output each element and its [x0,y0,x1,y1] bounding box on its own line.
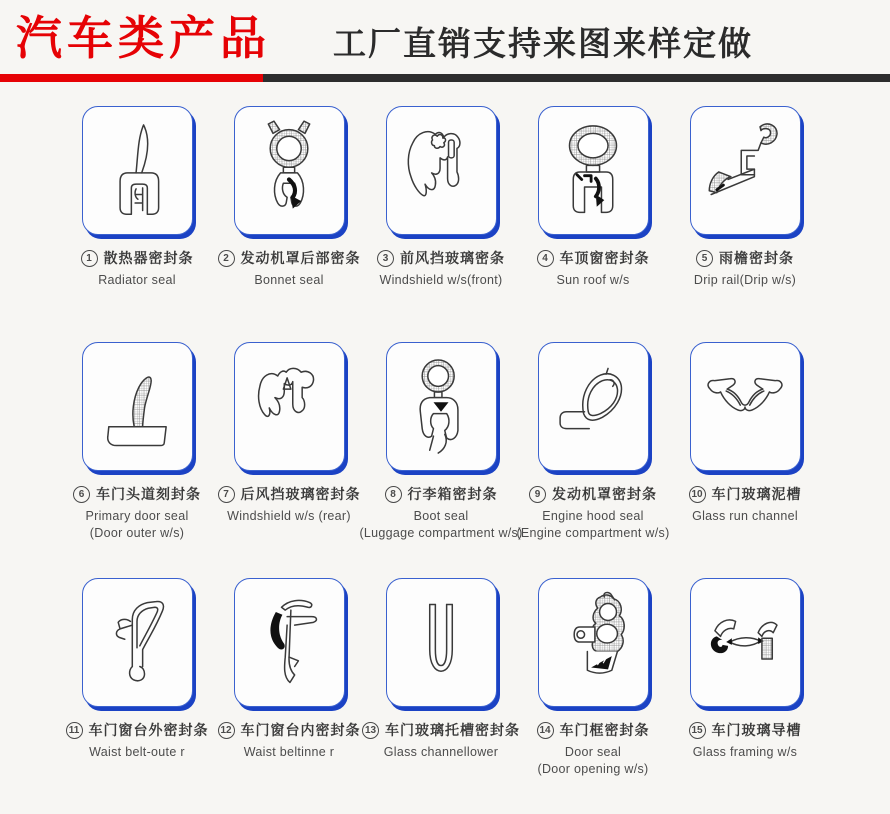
product-name-zh: 后风挡玻璃密封条 [240,486,361,502]
engine-hood-seal-drawing-icon [546,354,640,460]
product-name-zh: 车门玻璃泥槽 [711,486,802,502]
product-grid [61,106,890,814]
product-number-badge: 15 [689,722,706,739]
product-label-row [218,720,361,740]
product-name-zh: 车门框密封条 [559,722,650,738]
product-name-zh: 前风挡玻璃密条 [400,250,505,266]
product-name-en: Bonnet seal [254,273,324,287]
product-name-en-2: (Engine compartment w/s) [516,526,670,540]
drip-rail-seal-drawing-icon [698,118,792,224]
sunroof-seal-drawing-icon [546,118,640,224]
bonnet-seal-drawing-icon [242,118,336,224]
product-cell-windshield-front-seal [365,106,517,342]
product-cell-sunroof-seal [517,106,669,342]
waist-belt-outer-seal-drawing-icon [90,590,184,696]
product-label-row [81,248,194,268]
product-label-row [385,484,498,504]
product-number-badge: 9 [529,486,546,503]
product-name-zh: 散热器密封条 [103,250,194,266]
product-name-zh: 车门玻璃导槽 [711,722,802,738]
product-name-en: Drip rail(Drip w/s) [693,273,797,287]
divider-bar-red [0,74,263,82]
page-header [0,0,890,66]
page-title: 汽车类产品 [16,12,271,64]
product-cell-door-frame-seal [517,578,669,814]
divider-bar-dark [263,74,890,82]
product-number-badge: 14 [537,722,554,739]
product-number-badge: 5 [696,250,713,267]
product-card-sunroof-seal [538,106,649,235]
product-cell-glass-run-channel [669,342,821,578]
product-label-row [66,720,209,740]
product-name-zh: 车门头道刻封条 [96,486,201,502]
product-card-engine-hood-seal [538,342,649,471]
product-name-en: Glass framing w/s [692,745,798,759]
product-cell-radiator-seal [61,106,213,342]
product-number-badge: 12 [218,722,235,739]
boot-seal-drawing-icon [394,354,488,460]
product-cell-glass-framing-seal [669,578,821,814]
product-number-badge: 11 [66,722,83,739]
product-label-row [537,248,650,268]
glass-framing-seal-drawing-icon [698,590,792,696]
glass-run-channel-drawing-icon [698,354,792,460]
product-card-glass-channel-lower-seal [386,578,497,707]
product-name-zh: 车顶窗密封条 [559,250,650,266]
product-cell-engine-hood-seal [517,342,669,578]
product-name-en-2: (Luggage compartment w/s) [359,526,523,540]
product-name-zh: 车门玻璃托槽密封条 [385,722,520,738]
product-name-zh: 车门窗台内密封条 [240,722,361,738]
product-card-radiator-seal [82,106,193,235]
product-label-row [73,484,201,504]
product-number-badge: 1 [81,250,98,267]
product-label-row [529,484,657,504]
product-number-badge: 4 [537,250,554,267]
product-name-en: Door seal [564,745,622,759]
product-name-zh: 行李箱密封条 [407,486,498,502]
product-name-zh: 雨檐密封条 [719,250,794,266]
divider-bar [0,74,890,82]
product-number-badge: 13 [362,722,379,739]
product-name-zh: 车门窗台外密封条 [88,722,209,738]
product-name-en: Glass run channel [692,509,798,523]
product-cell-bonnet-seal [213,106,365,342]
product-label-row [377,248,505,268]
product-label-row [696,248,794,268]
product-card-glass-run-channel [690,342,801,471]
product-card-waist-belt-outer-seal [82,578,193,707]
product-name-en: Waist beltinne r [243,745,335,759]
product-card-bonnet-seal [234,106,345,235]
product-name-zh: 发动机罩后部密条 [240,250,361,266]
product-card-door-frame-seal [538,578,649,707]
product-name-en: Engine hood seal [542,509,644,523]
product-name-en: Windshield w/s (rear) [227,509,351,523]
product-cell-boot-seal [359,342,523,578]
radiator-seal-drawing-icon [90,118,184,224]
product-name-en: Windshield w/s(front) [379,273,503,287]
product-label-row [537,720,650,740]
product-card-waist-belt-inner-seal [234,578,345,707]
product-name-en-2: (Door outer w/s) [89,526,185,540]
product-name-en: Sun roof w/s [556,273,630,287]
product-name-en: Glass channellower [383,745,499,759]
product-label-row [218,248,361,268]
waist-belt-inner-seal-drawing-icon [242,590,336,696]
product-card-glass-framing-seal [690,578,801,707]
product-number-badge: 8 [385,486,402,503]
product-card-windshield-rear-seal [234,342,345,471]
product-cell-primary-door-seal [61,342,213,578]
product-name-en: Primary door seal [85,509,189,523]
product-number-badge: 7 [218,486,235,503]
door-frame-seal-drawing-icon [546,590,640,696]
product-cell-drip-rail-seal [669,106,821,342]
product-card-drip-rail-seal [690,106,801,235]
product-label-row [689,720,802,740]
page-subtitle: 工厂直销支持来图来样定做 [333,24,753,62]
product-label-row [689,484,802,504]
product-label-row [362,720,520,740]
product-number-badge: 3 [377,250,394,267]
product-cell-waist-belt-inner-seal [213,578,365,814]
glass-channel-lower-seal-drawing-icon [394,590,488,696]
product-card-boot-seal [386,342,497,471]
product-name-zh: 发动机罩密封条 [552,486,657,502]
primary-door-seal-drawing-icon [90,354,184,460]
product-name-en-2: (Door opening w/s) [537,762,649,776]
product-name-en: Radiator seal [98,273,176,287]
product-label-row [218,484,361,504]
product-card-windshield-front-seal [386,106,497,235]
product-cell-windshield-rear-seal [213,342,365,578]
product-cell-glass-channel-lower-seal [364,578,520,814]
product-name-en: Waist belt-oute r [89,745,185,759]
windshield-front-seal-drawing-icon [394,118,488,224]
product-name-en: Boot seal [413,509,469,523]
product-cell-waist-belt-outer-seal [61,578,213,814]
product-number-badge: 10 [689,486,706,503]
product-number-badge: 2 [218,250,235,267]
product-number-badge: 6 [73,486,90,503]
product-card-primary-door-seal [82,342,193,471]
windshield-rear-seal-drawing-icon [242,354,336,460]
